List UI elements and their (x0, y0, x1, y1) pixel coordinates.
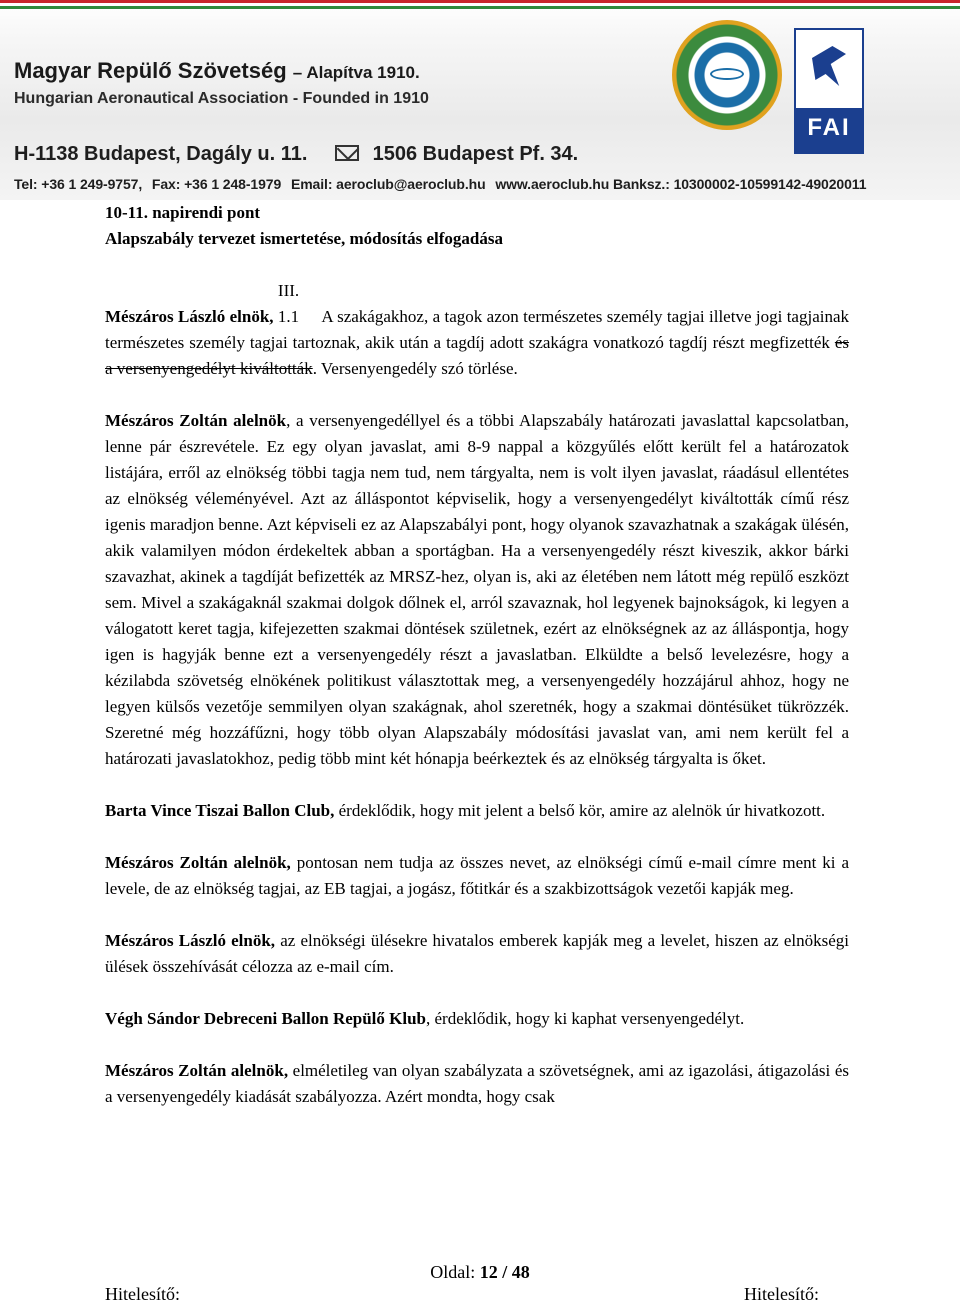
speaker-name: Mészáros Zoltán alelnök, (105, 853, 291, 872)
speaker-name: Mészáros László elnök, (105, 307, 274, 326)
speaker-name: Végh Sándor Debreceni Ballon Repülő Klub (105, 1009, 427, 1028)
minutes-body (105, 200, 849, 1110)
eagle-icon (812, 46, 846, 86)
paragraph-3 (105, 798, 849, 824)
address-row (14, 143, 578, 166)
page-separator: / (502, 1262, 508, 1282)
speaker-name: Barta Vince Tiszai Ballon Club, (105, 801, 335, 820)
page-current: 12 (479, 1262, 498, 1282)
struck-text: és a versenyengedélyt kiváltották (105, 333, 850, 378)
page-number (0, 1262, 960, 1283)
wing-emblem-icon (710, 68, 744, 80)
email: Email: aeroclub@aeroclub.hu (290, 176, 486, 192)
paragraph-text: A szakágakhoz, a tagok azon természetes személy tagjai illetve jogi tagjainak természetes személy tagjai tartoznak, akik után a tagdíj adott szakágra vonatkozó tagdíj részt megfizették (105, 307, 850, 352)
attester-left-label: Hitelesítő: (105, 1284, 180, 1304)
flag-stripe-green (0, 6, 960, 9)
agenda-number: 10-11. napirendi pont (105, 203, 261, 222)
page-total: 48 (511, 1262, 530, 1282)
envelope-icon (335, 145, 359, 161)
fax: Fax: +36 1 248-1979 (151, 176, 282, 192)
paragraph-text-end: . Versenyengedély szó törlése. (312, 359, 518, 378)
po-box: 1506 Budapest Pf. 34. (372, 143, 579, 165)
attester-right-label: Hitelesítő: (744, 1284, 819, 1304)
contact-row (14, 176, 872, 192)
paragraph-1 (105, 278, 849, 382)
clause-reference: III. 1.1 (277, 281, 300, 326)
speaker-name: Mészáros Zoltán alelnök, (105, 1061, 289, 1080)
org-name-english: Hungarian Aeronautical Association - Founded in 1910 (14, 90, 429, 107)
paragraph-text: elméletileg van olyan szabályzata a szövetségnek, ami az igazolási, átigazolási és a versenyengedély kiadását szabályozza. Azért mondta, hogy csak (105, 1061, 849, 1106)
letterhead (0, 0, 960, 200)
paragraph-text: érdeklődik, hogy mit jelent a belső kör, amire az alelnök úr hivatkozott. (334, 801, 826, 820)
paragraph-text: , érdeklődik, hogy ki kaphat versenyengedélyt. (426, 1009, 745, 1028)
speaker-name: Mészáros Zoltán alelnök (105, 411, 287, 430)
phone: Tel: +36 1 249-9757, (14, 176, 143, 192)
paragraph-text: az elnökségi ülésekre hivatalos emberek kapják meg a levelet, hiszen az elnökségi ülések összehívását célozza az e-mail cím. (105, 931, 849, 976)
org-name (14, 58, 420, 84)
street-address: H-1138 Budapest, Dagály u. 11. (14, 143, 308, 165)
fai-label: FAI (807, 114, 851, 141)
paragraph-5 (105, 928, 849, 980)
paragraph-2 (105, 408, 849, 772)
paragraph-text: pontosan nem tudja az összes nevet, az elnökségi című e-mail címre ment ki a levele, de az elnökség tagjai, az EB tagjai, a jogász, főtitkár és a szakbizottságok vezetői kapják meg. (105, 853, 849, 898)
paragraph-text: , a versenyengedéllyel és a többi Alapszabály határozati javaslattal kapcsolatban, lenne pár észrevétele. Ez egy olyan javaslat, ami 8-9 nappal a közgyűlés előtt került fel a határozatok listájára, erről az elnökség többi tagja nem tud, nem tárgyalta, nem is volt ilyen javaslat, ráadásul ellentétes az elnökség véleményével. Azt az álláspontot képviselik, hogy a versenyengedélyt kiváltották című rész igenis maradjon benne. Azt képviseli ez az Alapszabályi pont, hogy olyanok szavazhatnak a szakágak ülésén, akik valamilyen módon érdekeltek abban a sportágban. Ha a versenyengedély részt kiveszik, akkor bárki szavazhat, akinek a tagdíját befizették az MRSZ-hez, olyan is, aki az életében nem látott még repülő eszközt sem. Mivel a szakágaknál szakmai dolgok dőlnek el, arról szavaznak, hol legyenek bajnokságok, ki legyen a válogatott keret tagja, kifejezetten szakmai döntések születnek, ezért az elnökségnek az az álláspontja, hogy igen is hagyják benne ezt a versenyengedély részt a javaslatban. Elküldte a belső levelezésre, hogy a kézilabda szövetség elnökének politikust választottak meg, a versenyengedély hozzájárul ahhoz, hogy ne legyen külsős vezetője semmilyen olyan szakágnak, ahol szeretnék, hogy a szakmai döntésüket tükrözzék. Szeretné még hozzáfűzni, hogy több olyan Alapszabály módosítási javaslat van, ami nem került fel a határozati javaslatokhoz, pedig több mint két hónapja beérkeztek és az elnökség tárgyalta is őket. (105, 411, 849, 768)
agenda-title: Alapszabály tervezet ismertetése, módosítás elfogadása (105, 229, 503, 248)
speaker-name: Mészáros László elnök, (105, 931, 276, 950)
paragraph-6 (105, 1006, 849, 1032)
association-seal-logo (672, 20, 782, 130)
org-name-text: Magyar Repülő Szövetség (14, 58, 287, 83)
org-founded: – Alapítva 1910. (292, 63, 420, 82)
paragraph-7 (105, 1058, 849, 1110)
page-label: Oldal: (430, 1262, 476, 1282)
paragraph-4 (105, 850, 849, 902)
fai-logo (794, 28, 864, 154)
web-bank: www.aeroclub.hu Banksz.: 10300002-10599142-49020011 (495, 176, 867, 192)
